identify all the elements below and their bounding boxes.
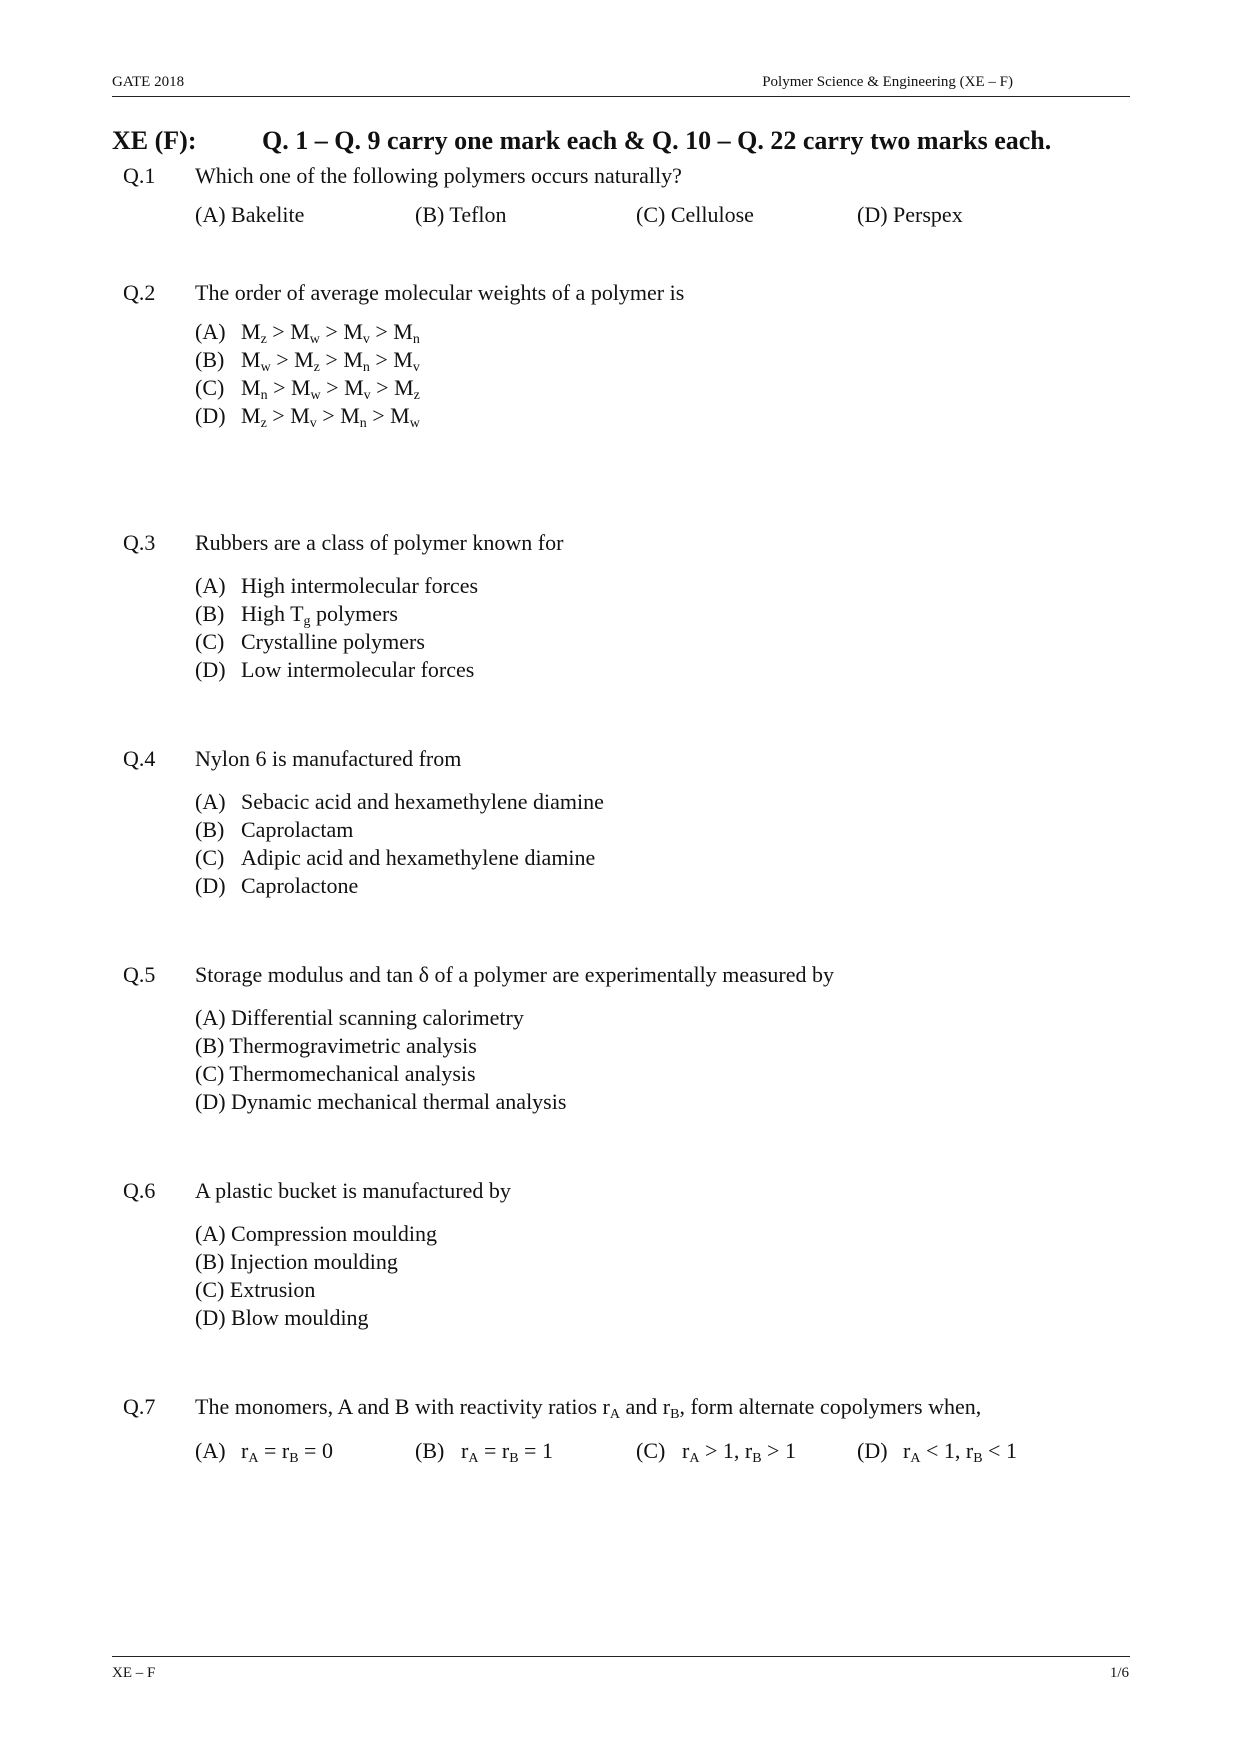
option-label: (C) bbox=[195, 375, 225, 400]
option-a: (A) Differential scanning calorimetry bbox=[195, 1005, 524, 1030]
option-text: High intermolecular forces bbox=[241, 573, 479, 598]
option-text: Adipic acid and hexamethylene diamine bbox=[241, 845, 596, 870]
option-b: (B) Injection moulding bbox=[195, 1249, 398, 1274]
option-a: (A) Compression moulding bbox=[195, 1221, 437, 1246]
question-number: Q.2 bbox=[123, 280, 156, 305]
option-label: (B) bbox=[195, 347, 225, 372]
option-b: (B) Teflon bbox=[415, 202, 507, 227]
question-number: Q.4 bbox=[123, 746, 156, 771]
option-label: (A) bbox=[195, 319, 226, 344]
option-d: (D) $r_A < 1$, $r_B < 1$ bbox=[857, 1438, 1017, 1466]
footer-divider bbox=[112, 1656, 1130, 1657]
option-d: (D) Blow moulding bbox=[195, 1305, 369, 1330]
question-text: Rubbers are a class of polymer known for bbox=[195, 530, 564, 555]
option-a: (A) $r_A = r_B = 0$ bbox=[195, 1438, 333, 1466]
header-divider bbox=[112, 96, 1130, 97]
header-paper-name: Polymer Science & Engineering (XE – F) bbox=[762, 74, 1013, 90]
question-text: Which one of the following polymers occurs naturally? bbox=[195, 163, 682, 188]
option-d: (D) Dynamic mechanical thermal analysis bbox=[195, 1089, 567, 1114]
question-number: Q.5 bbox=[123, 962, 156, 987]
option-c: (C) Extrusion bbox=[195, 1277, 316, 1302]
option-text: Caprolactone bbox=[241, 873, 359, 898]
question-number: Q.1 bbox=[123, 163, 156, 188]
question-text: Nylon 6 is manufactured from bbox=[195, 746, 462, 771]
question-text: Storage modulus and tan δ of a polymer are experimentally measured by bbox=[195, 962, 834, 987]
option-text: Caprolactam bbox=[241, 817, 354, 842]
question-number: Q.7 bbox=[123, 1394, 156, 1419]
option-text: Crystalline polymers bbox=[241, 629, 425, 654]
option-d: (D) Perspex bbox=[857, 202, 963, 227]
header-exam-name: GATE 2018 bbox=[112, 74, 185, 90]
option-c: (C) $r_A > 1$, $r_B > 1$ bbox=[636, 1438, 796, 1466]
option-a: (A) Bakelite bbox=[195, 202, 305, 227]
option-text: Low intermolecular forces bbox=[241, 657, 475, 682]
question-number: Q.6 bbox=[123, 1178, 156, 1203]
question-text: A plastic bucket is manufactured by bbox=[195, 1178, 511, 1203]
option-b: (B) Thermogravimetric analysis bbox=[195, 1033, 477, 1058]
option-b: (B) $r_A = r_B = 1$ bbox=[415, 1438, 553, 1466]
option-text: Sebacic acid and hexamethylene diamine bbox=[241, 789, 604, 814]
option-label: (D) bbox=[195, 403, 226, 428]
section-label: XE (F): bbox=[112, 126, 197, 155]
question-text: The order of average molecular weights of a polymer is bbox=[195, 280, 685, 305]
section-instructions: Q. 1 – Q. 9 carry one mark each & Q. 10 – Q. 22 carry two marks each. bbox=[262, 126, 1052, 155]
footer-paper-code: XE – F bbox=[112, 1665, 156, 1681]
footer-page-number: 1/6 bbox=[1109, 1665, 1129, 1681]
question-number: Q.3 bbox=[123, 530, 156, 555]
option-c: (C) Cellulose bbox=[636, 202, 754, 227]
exam-page: GATE 2018 Polymer Science & Engineering (XE – F) XE (F): Q. 1 – Q. 9 carry one mark each & Q. 10 – Q. 22 carry two marks each. Q.1 Which one of the following polymers occurs naturally? (A) Bakelite (B) Teflon (C) Cellulose (D) Perspex Q.2 The order of average molecular weights of a polymer is (A) $M_z > M_w > M_v > M_n$ (B) $M_w > M_z > M_n > M_v$ (C) $M_n > M_w > M_v > M_z$ (D) $M_z > M_v > M_n > M_w$ Q.3 Rubbers are a class of polymer known for (A) High intermolecular forces (B) High $T_g$ polymers (C) Crystalline polymers (D) Low intermolecular forces Q.4 Nylon 6 is manufactured from (A) Sebacic acid and hexamethylene diamine (B) Caprolactam (C) Adipic acid and hexamethylene diamine (D) Caprolactone Q.5 Storage modulus and tan δ of a polymer are experimentally measured by (A) Differential scanning calorimetry (B) Thermogravimetric analysis (C) Thermomechanical analysis (D) Dynamic mechanical thermal analysis Q.6 A plastic bucket is manufactured by (A) Compression moulding (B) Injection moulding (C) Extrusion (D) Blow moulding Q.7 The monomers, A and B with reactivity ratios $r_A$ and $r_B$, form alternate copolymers when, (A) $r_A = r_B = 0$ (B) $r_A = r_B = 1$ (C) $r_A > 1$, $r_B > 1$ (D) $r_A < 1$, $r_B < 1$ XE – F 1/6 bbox=[112, 74, 1129, 1681]
option-c: (C) Thermomechanical analysis bbox=[195, 1061, 476, 1086]
question-text: The monomers, A and B with reactivity ratios $r_A$ and $r_B$, form alternate copolymers when, bbox=[195, 1394, 982, 1422]
